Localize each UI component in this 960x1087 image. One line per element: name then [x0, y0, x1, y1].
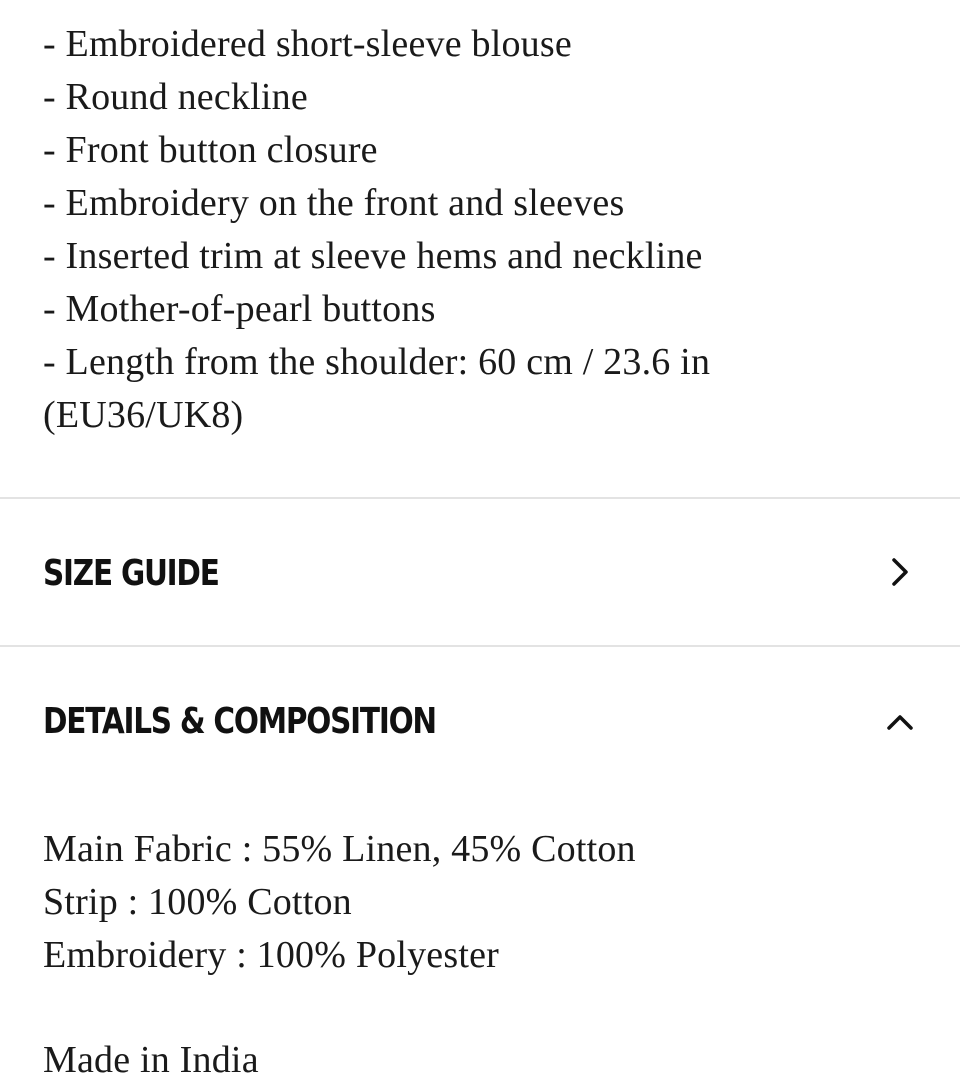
feature-item: - Embroidered short-sleeve blouse [43, 23, 572, 65]
country-of-origin: Made in India [43, 1039, 259, 1081]
composition-list [43, 823, 923, 982]
divider [0, 645, 960, 647]
composition-item: Strip : 100% Cotton [43, 881, 352, 923]
feature-item: - Inserted trim at sleeve hems and neckline [43, 235, 703, 277]
feature-item: (EU36/UK8) [43, 394, 244, 436]
chevron-right-icon [880, 552, 920, 592]
feature-item: - Length from the shoulder: 60 cm / 23.6 in [43, 341, 711, 383]
feature-item: - Mother-of-pearl buttons [43, 288, 436, 330]
composition-item: Main Fabric : 55% Linen, 45% Cotton [43, 828, 636, 870]
feature-item: - Front button closure [43, 129, 378, 171]
chevron-up-icon [880, 702, 920, 742]
details-composition-title: DETAILS & COMPOSITION [43, 701, 436, 742]
details-composition-accordion-header[interactable] [0, 648, 960, 794]
composition-item: Embroidery : 100% Polyester [43, 934, 500, 976]
feature-item: - Embroidery on the front and sleeves [43, 182, 625, 224]
product-feature-list [43, 18, 923, 442]
size-guide-title: SIZE GUIDE [43, 553, 219, 594]
feature-item: - Round neckline [43, 76, 308, 118]
size-guide-accordion-header[interactable] [0, 500, 960, 646]
divider [0, 497, 960, 499]
